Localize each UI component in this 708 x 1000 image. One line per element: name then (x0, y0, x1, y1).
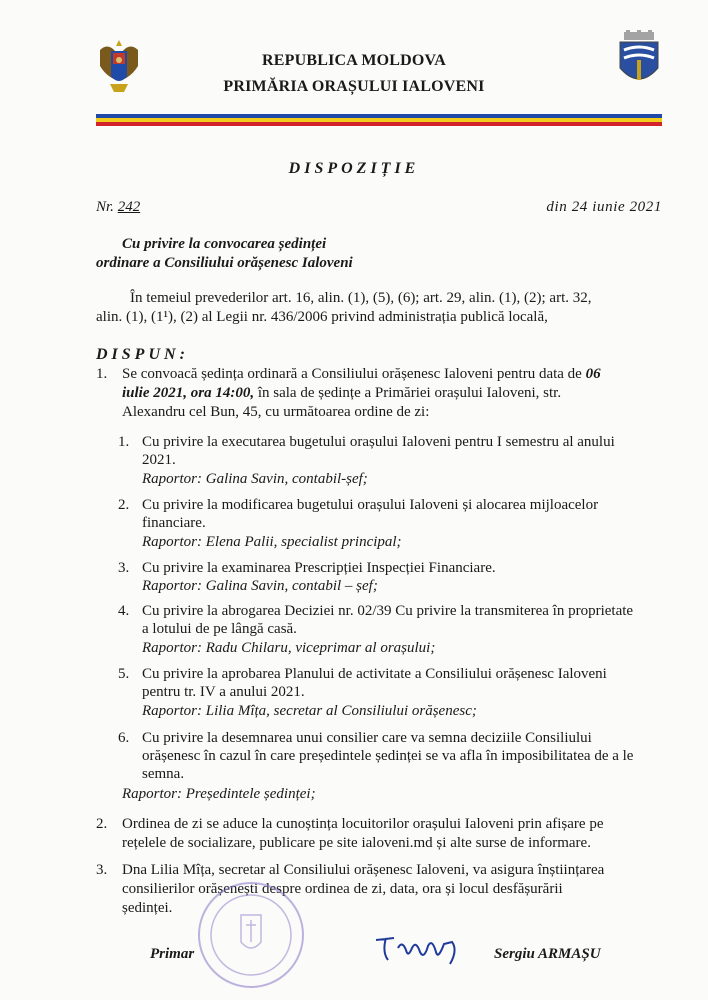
agenda-1-number: 1. (118, 434, 130, 450)
point-1-line-1: Se convoacă ședința ordinară a Consiliului orășenesc Ialoveni pentru data de 06 (122, 366, 601, 382)
point-1-line-3: Alexandru cel Bun, 45, cu următoarea ordine de zi: (122, 404, 430, 420)
point-1-line-2: iulie 2021, ora 14:00, în sala de ședințe a Primăriei orașului Ialoveni, str. (122, 385, 562, 401)
point-2-line-1: Ordinea de zi se aduce la cunoștința locuitorilor orașului Ialoveni prin afișare pe (122, 816, 604, 832)
preamble-line-2: alin. (1), (1¹), (2) al Legii nr. 436/2006 privind administrația publică locală, (96, 309, 548, 325)
handwritten-signature-icon (372, 930, 472, 970)
signature-role: Primar (150, 946, 195, 962)
agenda-6-line-3: semna. (142, 766, 185, 782)
signature-name: Sergiu ARMAȘU (494, 946, 601, 962)
point-3-line-3: ședinței. (122, 900, 173, 916)
subject-line-2: ordinare a Consiliului orășenesc Ialoveni (96, 255, 353, 271)
agenda-2-number: 2. (118, 497, 130, 513)
agenda-2-line-1: Cu privire la modificarea bugetului orașului Ialoveni și alocarea mijloacelor (142, 497, 599, 513)
agenda-4-line-1: Cu privire la abrogarea Deciziei nr. 02/39 Cu privire la transmiterea în proprietate (142, 603, 634, 619)
point-2-number: 2. (96, 816, 108, 832)
agenda-5-line-2: pentru tr. IV a anului 2021. (142, 684, 305, 700)
agenda-6-line-1: Cu privire la desemnarea unui consilier care va semna deciziile Consiliului (142, 730, 592, 746)
agenda-3-number: 3. (118, 560, 130, 576)
agenda-6-number: 6. (118, 730, 130, 746)
agenda-5-number: 5. (118, 666, 130, 682)
agenda-1-raportor: Raportor: Galina Savin, contabil-șef; (142, 471, 368, 487)
agenda-4-line-2: a lotului de pe lângă casă. (142, 621, 297, 637)
point-1-number: 1. (96, 366, 108, 382)
agenda-1-line-1: Cu privire la executarea bugetului orașului Ialoveni pentru I semestru al anului (142, 434, 615, 450)
preamble-line-1: În temeiul prevederilor art. 16, alin. (1), (5), (6); art. 29, alin. (1), (2); art. 32, (130, 290, 592, 306)
stripe-red (96, 122, 662, 126)
document-date: din 24 iunie 2021 (546, 199, 662, 215)
agenda-5-line-1: Cu privire la aprobarea Planului de activitate a Consiliului orășenesc Ialoveni (142, 666, 607, 682)
agenda-5-raportor: Raportor: Lilia Mîța, secretar al Consiliului orășenesc; (142, 703, 477, 719)
point-3-line-2: consilierilor orășenești despre ordinea de zi, data, ora și locul desfășurării (122, 881, 563, 897)
point-2-line-2: rețelele de socializare, publicare pe site ialoveni.md și alte surse de informare. (122, 835, 591, 851)
point-3-line-1: Dna Lilia Mîța, secretar al Consiliului orășenesc Ialoveni, va asigura înștiințarea (122, 862, 605, 878)
official-stamp-icon (196, 880, 306, 990)
agenda-1-line-2: 2021. (142, 452, 176, 468)
header-institution: PRIMĂRIA ORAȘULUI IALOVENI (223, 78, 485, 95)
subject-line-1: Cu privire la convocarea ședinței (122, 236, 327, 252)
agenda-3-line-1: Cu privire la examinarea Prescripției Inspecției Financiare. (142, 560, 496, 576)
document-number: Nr. 242 (96, 199, 141, 215)
agenda-2-raportor: Raportor: Elena Palii, specialist principal; (142, 534, 402, 550)
header-country: REPUBLICA MOLDOVA (261, 52, 447, 69)
agenda-3-raportor: Raportor: Galina Savin, contabil – șef; (142, 578, 378, 594)
agenda-6-line-2: orășenesc în cazul în care președintele ședinței se va afla în imposibilitatea de a le (142, 748, 634, 764)
point-3-number: 3. (96, 862, 108, 878)
agenda-4-raportor: Raportor: Radu Chilaru, viceprimar al orașului; (142, 640, 436, 656)
dispun-heading: DISPUN: (96, 346, 189, 363)
agenda-2-line-2: financiare. (142, 515, 206, 531)
document-title: DISPOZIȚIE (288, 160, 420, 177)
agenda-6-raportor: Raportor: Președintele ședinței; (122, 786, 316, 802)
agenda-4-number: 4. (118, 603, 130, 619)
